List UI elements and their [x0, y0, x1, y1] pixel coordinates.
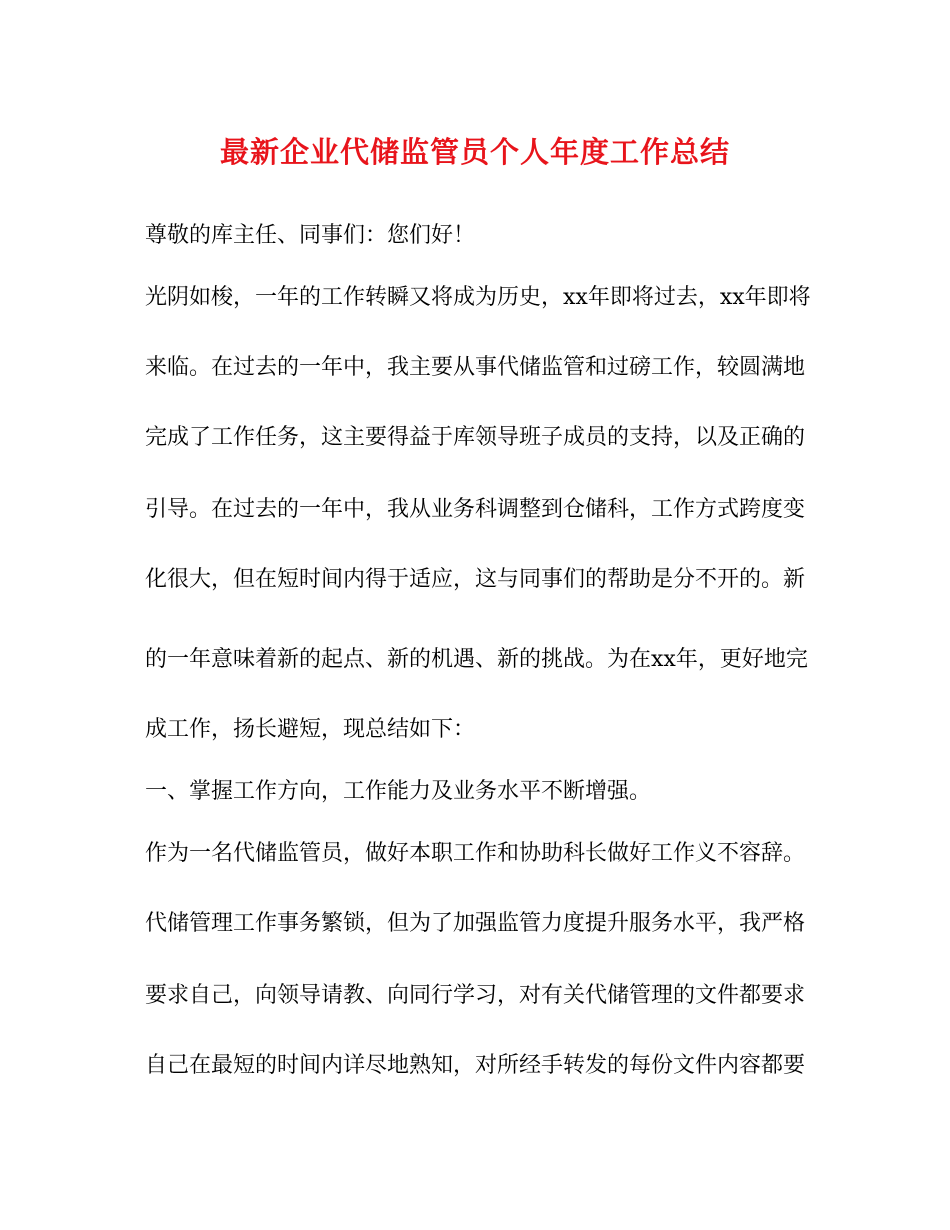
body-line-greeting: 尊敬的库主任、同事们：您们好！	[145, 223, 476, 248]
body-line: 代储管理工作事务繁锁，但为了加强监管力度提升服务水平，我严格	[145, 911, 806, 936]
body-line: 化很大，但在短时间内得于适应，这与同事们的帮助是分不开的。新	[145, 567, 806, 592]
body-line: 作为一名代储监管员，做好本职工作和协助科长做好工作义不容辞。	[145, 841, 806, 866]
body-line: 来临。在过去的一年中，我主要从事代储监管和过磅工作，较圆满地	[145, 355, 806, 380]
section-heading: 一、掌握工作方向，工作能力及业务水平不断增强。	[145, 779, 652, 804]
body-line: 成工作，扬长避短，现总结如下：	[145, 717, 476, 742]
document-title: 最新企业代储监管员个人年度工作总结	[219, 135, 730, 169]
body-line: 引导。在过去的一年中，我从业务科调整到仓储科，工作方式跨度变	[145, 497, 806, 522]
body-line: 完成了工作任务，这主要得益于库领导班子成员的支持，以及正确的	[145, 425, 806, 450]
body-line: 要求自己，向领导请教、向同行学习，对有关代储管理的文件都要求	[145, 983, 806, 1008]
body-line: 的一年意味着新的起点、新的机遇、新的挑战。为在xx年，更好地完	[145, 647, 808, 672]
body-line: 光阴如梭，一年的工作转瞬又将成为历史，xx年即将过去，xx年即将	[145, 285, 811, 310]
body-line: 自己在最短的时间内详尽地熟知，对所经手转发的每份文件内容都要	[145, 1053, 806, 1078]
